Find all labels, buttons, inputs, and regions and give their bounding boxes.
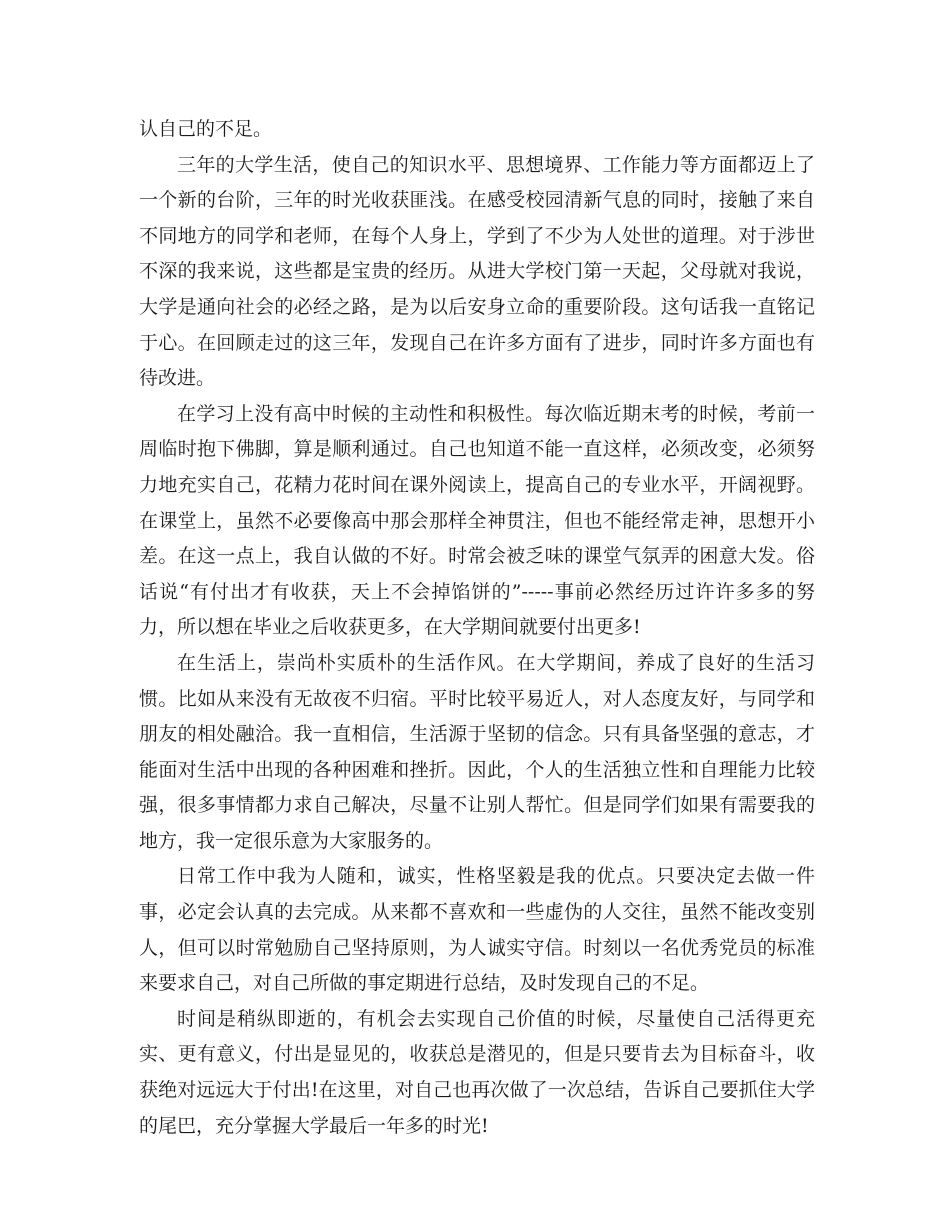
document-body bbox=[139, 112, 815, 1144]
paragraph-work: 日常工作中我为人随和，诚实，性格坚毅是我的优点。只要决定去做一件事，必定会认真的去完成。从来都不喜欢和一些虚伪的人交往，虽然不能改变别人，但可以时常勉励自己坚持原则，为人诚实守信。时刻以一名优秀党员的标准来要求自己，对自己所做的事定期进行总结，及时发现自己的不足。 bbox=[139, 865, 815, 995]
paragraph-university-life: 三年的大学生活，使自己的知识水平、思想境界、工作能力等方面都迈上了一个新的台阶，三年的时光收获匪浅。在感受校园清新气息的同时，接触了来自不同地方的同学和老师，在每个人身上，学到了不少为人处世的道理。对于涉世不深的我来说，这些都是宝贵的经历。从进大学校门第一天起，父母就对我说，大学是通向社会的必经之路，是为以后安身立命的重要阶段。这句话我一直铭记于心。在回顾走过的这三年，发现自己在许多方面有了进步，同时许多方面也有待改进。 bbox=[139, 153, 815, 390]
paragraph-life: 在生活上，崇尚朴实质朴的生活作风。在大学期间，养成了良好的生活习惯。比如从来没有无故夜不归宿。平时比较平易近人，对人态度友好，与同学和朋友的相处融洽。我一直相信，生活源于坚韧的信念。只有具备坚强的意志，才能面对生活中出现的各种困难和挫折。因此，个人的生活独立性和自理能力比较强，很多事情都力求自己解决，尽量不让别人帮忙。但是同学们如果有需要我的地方，我一定很乐意为大家服务的。 bbox=[139, 651, 815, 852]
paragraph-study: 在学习上没有高中时候的主动性和积极性。每次临近期末考的时候，考前一周临时抱下佛脚，算是顺利通过。自己也知道不能一直这样，必须改变，必须努力地充实自己，花精力花时间在课外阅读上，提高自己的专业水平，开阔视野。在课堂上，虽然不必要像高中那会那样全神贯注，但也不能经常走神，思想开小差。在这一点上，我自认做的不好。时常会被乏味的课堂气氛弄的困意大发。俗话说“有付出才有收获，天上不会掉馅饼的”-----事前必然经历过许许多多的努力，所以想在毕业之后收获更多，在大学期间就要付出更多! bbox=[139, 402, 815, 639]
paragraph-continuation: 认自己的不足。 bbox=[139, 118, 273, 140]
paragraph-conclusion: 时间是稍纵即逝的，有机会去实现自己价值的时候，尽量使自己活得更充实、更有意义，付出是显见的，收获总是潜见的，但是只要肯去为目标奋斗，收获绝对远远大于付出!在这里，对自己也再次做了一次总结，告诉自己要抓住大学的尾巴，充分掌握大学最后一年多的时光! bbox=[139, 1007, 815, 1137]
